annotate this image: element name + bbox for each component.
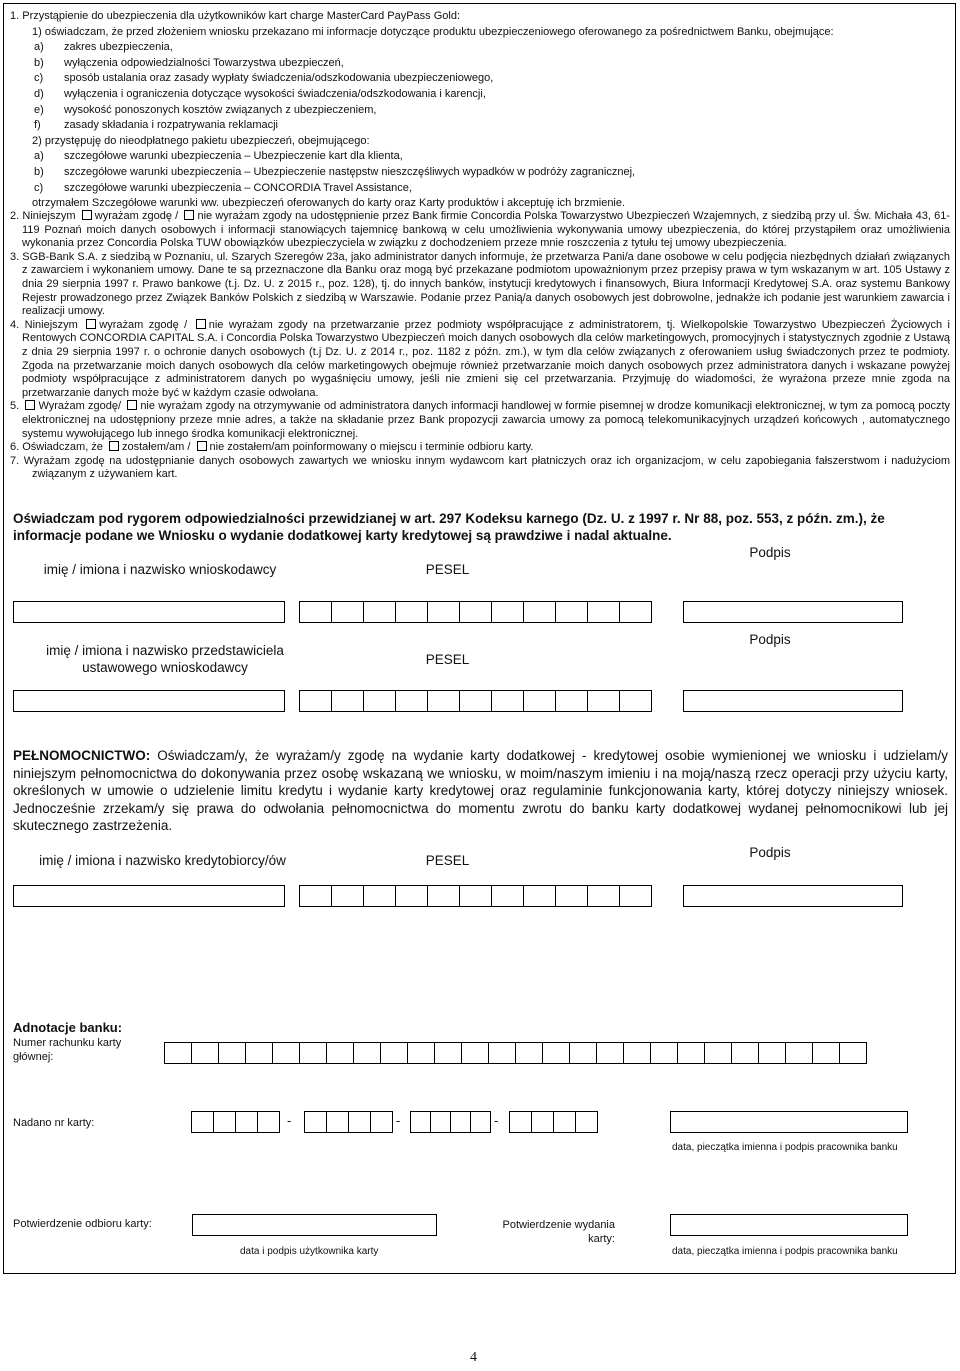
digit-cell[interactable] (553, 1111, 576, 1133)
card-stamp-field[interactable] (670, 1111, 908, 1133)
info-item-letter: a) (34, 41, 44, 54)
issue-stamp-field[interactable] (670, 1214, 908, 1236)
digit-cell[interactable] (434, 1042, 462, 1064)
consent-4-yes-label: wyrażam zgodę / (99, 318, 188, 331)
digit-cell[interactable] (245, 1042, 273, 1064)
package-item-letter: a) (34, 150, 44, 163)
digit-cell[interactable] (395, 601, 428, 623)
consent-5-text: nie wyrażam zgody na otrzymywanie od administratora danych informacji handlowej w formie pisemnej w drodze komunikacji elektronicznej, w tym za pomocą poczty elektronicznej na udostępniony przeze mnie adres, a także na składanie przez Bank propozycji zawarcia umowy za pomocą telekomunikacyjnych urządzeń końcowych , automatycznego systemu wywołującego lub innego środka komunikacji elektronicznej. (22, 400, 950, 440)
info-item-3 (10, 87, 948, 103)
insurance-join-point: 2) przystępuję do nieodpłatnego pakietu ubezpieczeń, obejmującego: (32, 134, 370, 147)
applicant-name-field[interactable] (13, 601, 285, 623)
consent-2-lead: 2. Niniejszym (10, 210, 76, 222)
consent-4-lead: 4. Niniejszym (10, 318, 78, 331)
borrower-sign-label: Podpis (749, 845, 791, 860)
consent-5-yes-checkbox[interactable] (25, 400, 35, 410)
consent-2 (10, 210, 950, 251)
card-number-group-2[interactable] (305, 1111, 393, 1133)
package-item-text: szczegółowe warunki ubezpieczenia – CONCORDIA Travel Assistance, (64, 181, 412, 194)
digit-cell[interactable] (623, 1042, 651, 1064)
consent-7: 7. Wyrażam zgodę na udostępnianie danych osobowych zawartych we wniosku innym wydawcom kart płatniczych oraz ich organizacjom, w celu zapobiegania fałszerstwom i nadużyciom związanym z używaniem kart. (10, 454, 950, 481)
digit-cell[interactable] (619, 601, 652, 623)
receipt-label: Potwierdzenie odbioru karty: (13, 1218, 152, 1230)
insurance-section (10, 9, 948, 212)
digit-cell[interactable] (257, 1111, 280, 1133)
digit-cell[interactable] (542, 1042, 570, 1064)
applicant-pesel-field[interactable] (300, 601, 652, 623)
package-item-2 (10, 181, 948, 197)
bank-annotations-title: Adnotacje banku: (13, 1020, 123, 1035)
digit-cell[interactable] (299, 601, 332, 623)
digit-cell[interactable] (587, 690, 620, 712)
borrower-pesel-label: PESEL (425, 853, 470, 868)
info-item-text: zakres ubezpieczenia, (64, 41, 173, 54)
digit-cell[interactable] (491, 885, 524, 907)
info-item-text: zasady składania i rozpatrywania reklamacji (64, 119, 278, 132)
digit-cell[interactable] (650, 1042, 678, 1064)
page-number: 4 (470, 1350, 477, 1365)
digit-cell[interactable] (191, 1042, 219, 1064)
received-statement: otrzymałem Szczegółowe warunki ww. ubezpieczeń oferowanych do karty oraz Karty produktów i akceptuję ich brzmienie. (32, 197, 626, 210)
card-number-group-3[interactable] (411, 1111, 491, 1133)
card-number-dash-3: - (494, 1113, 499, 1128)
digit-cell[interactable] (410, 1111, 431, 1133)
digit-cell[interactable] (380, 1042, 408, 1064)
digit-cell[interactable] (523, 601, 556, 623)
representative-name-field[interactable] (13, 690, 285, 712)
digit-cell[interactable] (331, 885, 364, 907)
representative-name-label: imię / imiona i nazwisko przedstawiciela ustawowego wnioskodawcy (46, 643, 284, 675)
digit-cell[interactable] (515, 1042, 543, 1064)
power-of-attorney (13, 747, 948, 835)
consent-6-lead: 6. Oświadczam, że (10, 441, 103, 454)
digit-cell[interactable] (459, 601, 492, 623)
info-item-letter: e) (34, 103, 44, 116)
power-of-attorney-text: Oświadczam/y, że wyrażam/y zgodę na wydanie karty dodatkowej - kredytowej osobie wymienionej we wniosku i udzielam/y niniejszym pełnomocnictwa do dokonywania przez osobę wskazaną we wniosku, w moim/naszym imieniu i na moją/naszą rzecz operacji przy użyciu karty, określonych w umowie o udzielenie limitu kredytu i wydanie karty kredytowej oraz regulaminie funkcjonowania karty, której dotyczy niniejszy wniosek. Jednocześnie zrzekam/y się prawa do odwołania pełnomocnictwa do momentu zwrotu do banku karty dodatkowej wydanej pełnomocnikowi lub jej skutecznego zastrzeżenia. (13, 748, 948, 833)
digit-cell[interactable] (704, 1042, 732, 1064)
digit-cell[interactable] (619, 690, 652, 712)
consent-6-yes-label: zostałem/am / (121, 441, 191, 454)
digit-cell[interactable] (839, 1042, 867, 1064)
consent-6-text: nie zostałem/am poinformowany o miejscu i terminie odbioru karty. (209, 441, 534, 454)
consent-5-no-checkbox[interactable] (127, 400, 137, 410)
package-item-letter: c) (34, 181, 44, 194)
digit-cell[interactable] (555, 885, 588, 907)
consent-4-yes-checkbox[interactable] (86, 319, 96, 329)
digit-cell[interactable] (785, 1042, 813, 1064)
info-item-letter: b) (34, 56, 44, 69)
digit-cell[interactable] (491, 690, 524, 712)
borrower-name-field[interactable] (13, 885, 285, 907)
consent-6 (10, 441, 950, 455)
info-item-letter: d) (34, 87, 44, 100)
receipt-sign-field[interactable] (192, 1214, 437, 1236)
digit-cell[interactable] (427, 690, 460, 712)
applicant-pesel-label: PESEL (425, 562, 470, 577)
digit-cell[interactable] (299, 690, 332, 712)
card-number-group-4[interactable] (510, 1111, 598, 1133)
digit-cell[interactable] (353, 1042, 381, 1064)
applicant-sign-label: Podpis (749, 545, 791, 560)
digit-cell[interactable] (407, 1042, 435, 1064)
digit-cell[interactable] (299, 1042, 327, 1064)
digit-cell[interactable] (569, 1042, 597, 1064)
digit-cell[interactable] (363, 601, 396, 623)
representative-pesel-label: PESEL (425, 652, 470, 667)
card-stamp-label: data, pieczątka imienna i podpis pracownika banku (672, 1142, 898, 1153)
digit-cell[interactable] (450, 1111, 471, 1133)
digit-cell[interactable] (523, 885, 556, 907)
consent-5 (10, 400, 950, 441)
digit-cell[interactable] (395, 885, 428, 907)
digit-cell[interactable] (459, 690, 492, 712)
info-item-0 (10, 40, 948, 56)
digit-cell[interactable] (218, 1042, 246, 1064)
info-item-letter: c) (34, 72, 44, 85)
digit-cell[interactable] (299, 885, 332, 907)
clause-3: 3. SGB-Bank S.A. z siedzibą w Poznaniu, ul. Szarych Szeregów 23a, jako administrator danych informuje, że przetwarza Pani/a dane osobowe w celu podjęcia niezbędnych działań związanych z zawarciem i wykonaniem umowy. Dane te są przeznaczone dla Banku oraz mogą być przekazane podmiotom upoważnionym przez przepisy prawa w tym wskazanym w art. 105 Ustawy z dnia 29 sierpnia 1997 r. Prawo bankowe (t.j. Dz. U. z 2015 r., poz. 128), tj. do innych banków, instytucji kredytowych i finansowych, Biura Informacji Kredytowej S.A. oraz systemu Bankowy Rejestr prowadzonego przez Związek Banków Polskich z siedzibą w Warszawie. Podanie przez Panią/a danych osobowych jest dobrowolne, jednakże ich podanie jest warunkiem zawarcia i realizacji umowy. (10, 250, 950, 318)
digit-cell[interactable] (430, 1111, 451, 1133)
issue-stamp-label: data, pieczątka imienna i podpis pracownika banku (672, 1246, 898, 1257)
digit-cell[interactable] (619, 885, 652, 907)
package-item-text: szczegółowe warunki ubezpieczenia – Ubezpieczenie następstw nieszczęśliwych wypadków w podróży zagranicznej, (64, 165, 636, 178)
digit-cell[interactable] (459, 885, 492, 907)
card-number-dash-1: - (287, 1113, 292, 1128)
info-item-text: wysokość ponoszonych kosztów związanych z ubezpieczeniem, (64, 103, 377, 116)
package-item-text: szczegółowe warunki ubezpieczenia – Ubezpieczenie kart dla klienta, (64, 150, 403, 163)
digit-cell[interactable] (758, 1042, 786, 1064)
digit-cell[interactable] (191, 1111, 214, 1133)
applicant-name-label: imię / imiona i nazwisko wnioskodawcy (43, 562, 277, 577)
package-item-1 (10, 165, 948, 181)
consent-2-yes-label: wyrażam zgodę / (94, 210, 179, 222)
consent-2-yes-checkbox[interactable] (82, 210, 92, 220)
digit-cell[interactable] (235, 1111, 258, 1133)
info-item-text: wyłączenia odpowiedzialności Towarzystwa ubezpieczeń, (64, 56, 344, 69)
digit-cell[interactable] (331, 690, 364, 712)
consent-4 (10, 319, 950, 401)
package-item-0 (10, 149, 948, 165)
digit-cell[interactable] (470, 1111, 491, 1133)
consent-6-no-checkbox[interactable] (197, 441, 207, 451)
declaration: Oświadczam pod rygorem odpowiedzialności przewidzianej w art. 297 Kodeksu karnego (Dz. U. z 1997 r. Nr 88, poz. 553, z późn. zm.), że informacje podane we Wniosku o wydanie dodatkowej karty kredytowej są prawdziwe i nadal aktualne. (13, 511, 885, 543)
card-number-dash-2: - (396, 1113, 401, 1128)
digit-cell[interactable] (596, 1042, 624, 1064)
digit-cell[interactable] (363, 885, 396, 907)
insurance-title: 1. Przystąpienie do ubezpieczenia dla użytkowników kart charge MasterCard PayPass Gold: (10, 10, 461, 22)
digit-cell[interactable] (488, 1042, 516, 1064)
info-item-1 (10, 56, 948, 72)
card-number-group-1[interactable] (192, 1111, 280, 1133)
user-sign-label: data i podpis użytkownika karty (240, 1246, 379, 1257)
info-item-text: wyłączenia i ograniczenia dotyczące wysokości świadczenia/odszkodowania i karencji, (64, 87, 486, 100)
card-number-label: Nadano nr karty: (13, 1117, 95, 1129)
info-item-2 (10, 71, 948, 87)
digit-cell[interactable] (363, 690, 396, 712)
digit-cell[interactable] (587, 885, 620, 907)
digit-cell[interactable] (531, 1111, 554, 1133)
representative-sign-label: Podpis (749, 632, 791, 647)
digit-cell[interactable] (213, 1111, 236, 1133)
info-item-text: sposób ustalania oraz zasady wypłaty świadczenia/odszkodowania ubezpieczeniowego, (64, 72, 494, 85)
borrower-sign-field[interactable] (683, 885, 903, 907)
applicant-sign-field[interactable] (683, 601, 903, 623)
account-number-label: Numer rachunku karty głównej: (13, 1037, 122, 1063)
consent-4-text: nie wyrażam zgody na przetwarzanie przez podmioty współpracujące z administratorem, tj. Wielkopolskie Towarzystwo Ubezpieczeń Życiowych i Rentowych CONCORDIA CAPITAL S.A. i Concordia Polska Towarzystwo Ubezpieczeń moich danych osobowych dla celów marketingowych, promocyjnych i statystycznych zgodnie z Ustawą z dnia 29 sierpnia 1997 r. o ochronie danych osobowych (t.j Dz. U. z 2014 r., poz. 1182 z późn. zm.), w tym dla celów związanych z oferowaniem usług świadczonych przez te podmioty. Zgoda na przetwarzanie moich danych osobowych dla celów marketingowych obejmuje również przetwarzanie moich danych osobowych przez administratora danych i wskazane powyżej podmioty współpracujące z administratorem danych po wygaśnięciu umowy, jeśli nie zmieni się cel przetwarzania. Przyjmuję do wiadomości, że wyrażona przeze mnie zgoda na przetwarzanie danych może być w każdym czasie odwołana. (22, 318, 951, 399)
digit-cell[interactable] (272, 1042, 300, 1064)
digit-cell[interactable] (461, 1042, 489, 1064)
digit-cell[interactable] (164, 1042, 192, 1064)
package-item-letter: b) (34, 165, 44, 178)
representative-sign-field[interactable] (683, 690, 903, 712)
consents-section (10, 210, 950, 482)
digit-cell[interactable] (348, 1111, 371, 1133)
digit-cell[interactable] (491, 601, 524, 623)
digit-cell[interactable] (555, 601, 588, 623)
info-item-4 (10, 103, 948, 119)
digit-cell[interactable] (326, 1111, 349, 1133)
digit-cell[interactable] (370, 1111, 393, 1133)
consent-5-yes-label: Wyrażam zgodę/ (38, 400, 122, 413)
digit-cell[interactable] (812, 1042, 840, 1064)
digit-cell[interactable] (427, 885, 460, 907)
consent-2-no-checkbox[interactable] (184, 210, 194, 220)
borrower-name-label: imię / imiona i nazwisko kredytobiorcy/ów (39, 853, 286, 868)
digit-cell[interactable] (731, 1042, 759, 1064)
digit-cell[interactable] (331, 601, 364, 623)
consent-2-text: nie wyrażam zgody na udostępnienie przez Bank firmie Concordia Polska Towarzystwo Ubezpieczeń Wzajemnych, z siedzibą przy ul. Św. Michała 43, 61-119 Poznań moich danych osobowych i informacji stanowiących tajemnicę bankową w celu umożliwienia wykonywania umowy ubezpieczenia, do której przystąpiłem oraz umożliwienia wykonania przez Concordia Polska TUW obowiązków ubezpieczyciela w związku z dochodzeniem przeze mnie roszczenia z tytułu tej umowy ubezpieczenia. (22, 210, 950, 250)
power-of-attorney-heading: PEŁNOMOCNICTWO: (13, 748, 151, 763)
digit-cell[interactable] (555, 690, 588, 712)
info-item-letter: f) (34, 119, 41, 132)
digit-cell[interactable] (395, 690, 428, 712)
digit-cell[interactable] (587, 601, 620, 623)
info-item-5 (10, 118, 948, 134)
digit-cell[interactable] (677, 1042, 705, 1064)
digit-cell[interactable] (523, 690, 556, 712)
digit-cell[interactable] (575, 1111, 598, 1133)
digit-cell[interactable] (304, 1111, 327, 1133)
consent-5-lead: 5. (10, 400, 20, 413)
account-number-field[interactable] (165, 1042, 867, 1064)
consent-6-yes-checkbox[interactable] (109, 441, 119, 451)
digit-cell[interactable] (509, 1111, 532, 1133)
digit-cell[interactable] (326, 1042, 354, 1064)
digit-cell[interactable] (427, 601, 460, 623)
borrower-pesel-field[interactable] (300, 885, 652, 907)
consent-4-no-checkbox[interactable] (196, 319, 206, 329)
issue-label: Potwierdzenie wydania karty: (502, 1219, 615, 1245)
insurance-info-point: 1) oświadczam, że przed złożeniem wniosku przekazano mi informacje dotyczące produktu ubezpieczeniowego oferowanego za pośrednictwem Banku, obejmujące: (32, 25, 834, 38)
representative-pesel-field[interactable] (300, 690, 652, 712)
